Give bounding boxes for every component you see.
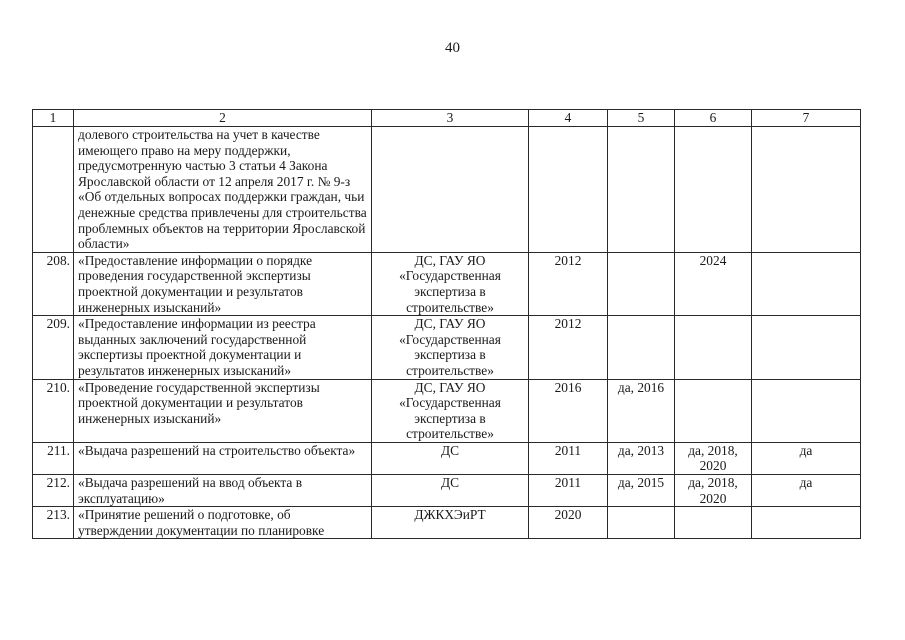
col-7-value: да [752,475,861,507]
row-number: 209. [33,316,74,379]
header-cell: 6 [675,110,752,127]
responsible-body: ДС, ГАУ ЯО «Государственная экспертиза в строительстве» [372,379,529,442]
col-6-value [675,127,752,253]
header-cell: 7 [752,110,861,127]
header-cell: 3 [372,110,529,127]
col-4-value: 2011 [529,475,608,507]
col-6-value: да, 2018, 2020 [675,475,752,507]
col-6-value [675,379,752,442]
responsible-body: ДС, ГАУ ЯО «Государственная экспертиза в строительстве» [372,316,529,379]
table-row [33,127,861,253]
row-number: 208. [33,252,74,315]
responsible-body: ДС [372,475,529,507]
row-number [33,127,74,253]
table-row [33,316,861,379]
col-7-value [752,316,861,379]
service-name: «Проведение государственной экспертизы проектной документации и результатов инженерных изысканий» [74,379,372,442]
page-number: 40 [445,40,460,56]
col-4-value [529,127,608,253]
header-cell: 5 [608,110,675,127]
header-cell: 1 [33,110,74,127]
table-row [33,442,861,474]
service-name: «Выдача разрешений на ввод объекта в эксплуатацию» [74,475,372,507]
col-5-value: да, 2015 [608,475,675,507]
col-7-value [752,127,861,253]
col-4-value: 2011 [529,442,608,474]
col-6-value [675,316,752,379]
header-cell: 2 [74,110,372,127]
col-4-value: 2012 [529,252,608,315]
service-name: «Выдача разрешений на строительство объекта» [74,442,372,474]
service-name: «Принятие решений о подготовке, об утверждении документации по планировке [74,507,372,539]
col-5-value [608,316,675,379]
col-5-value [608,127,675,253]
column-number-header [33,110,861,127]
responsible-body: ДС [372,442,529,474]
col-7-value [752,507,861,539]
col-4-value: 2012 [529,316,608,379]
col-6-value: да, 2018, 2020 [675,442,752,474]
col-7-value: да [752,442,861,474]
responsible-body [372,127,529,253]
table-row [33,379,861,442]
row-number: 210. [33,379,74,442]
row-number: 213. [33,507,74,539]
col-5-value: да, 2016 [608,379,675,442]
col-7-value [752,252,861,315]
col-4-value: 2016 [529,379,608,442]
services-table [32,109,861,539]
table-row [33,507,861,539]
service-name: «Предоставление информации из реестра выданных заключений государственной экспертизы проектной документации и результатов инженерных изысканий» [74,316,372,379]
responsible-body: ДС, ГАУ ЯО «Государственная экспертиза в строительстве» [372,252,529,315]
col-5-value [608,507,675,539]
col-6-value [675,507,752,539]
table-row [33,252,861,315]
col-4-value: 2020 [529,507,608,539]
col-7-value [752,379,861,442]
col-5-value: да, 2013 [608,442,675,474]
table-row [33,475,861,507]
row-number: 212. [33,475,74,507]
row-number: 211. [33,442,74,474]
col-6-value: 2024 [675,252,752,315]
responsible-body: ДЖКХЭиРТ [372,507,529,539]
col-5-value [608,252,675,315]
service-name: долевого строительства на учет в качестве имеющего право на меру поддержки, предусмотренную частью 3 статьи 4 Закона Ярославской области от 12 апреля 2017 г. № 9-з «Об отдельных вопросах поддержки граждан, чьи денежные средства привлечены для строительства проблемных объектов на территории Ярославской области» [74,127,372,253]
service-name: «Предоставление информации о порядке проведения государственной экспертизы проектной документации и результатов инженерных изысканий» [74,252,372,315]
header-cell: 4 [529,110,608,127]
